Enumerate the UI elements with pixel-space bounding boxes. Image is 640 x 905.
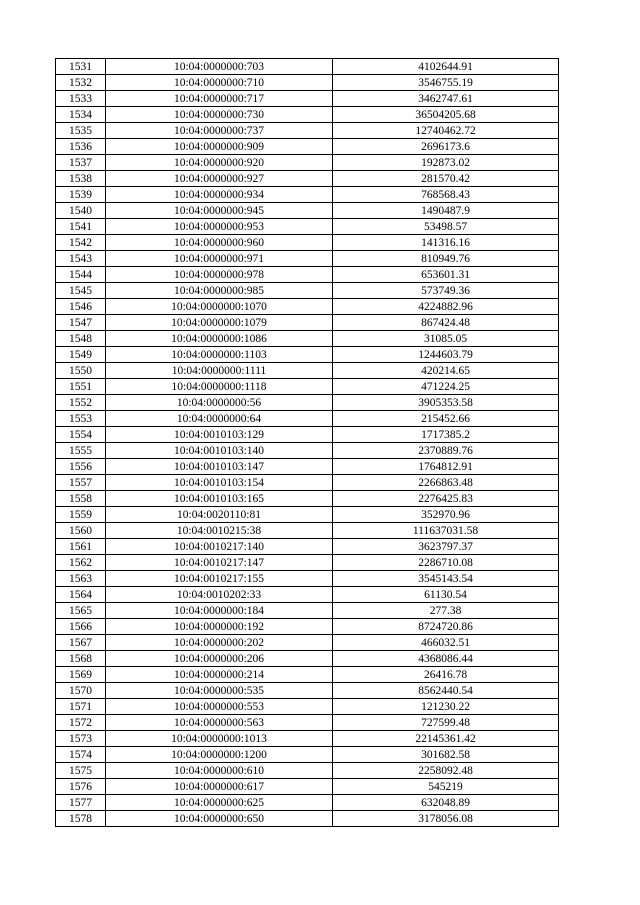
cadastral-number-cell: 10:04:0000000:945: [106, 203, 333, 219]
table-row: [56, 683, 559, 699]
row-number-cell: 1533: [56, 91, 106, 107]
value-cell: 53498.57: [333, 219, 559, 235]
row-number-cell: 1531: [56, 59, 106, 75]
cadastral-number-cell: 10:04:0000000:1079: [106, 315, 333, 331]
row-number-cell: 1552: [56, 395, 106, 411]
row-number-cell: 1557: [56, 475, 106, 491]
table-row: [56, 219, 559, 235]
table-row: [56, 427, 559, 443]
table-row: [56, 715, 559, 731]
cadastral-number-cell: 10:04:0000000:553: [106, 699, 333, 715]
cadastral-number-cell: 10:04:0000000:927: [106, 171, 333, 187]
table-row: [56, 235, 559, 251]
row-number-cell: 1540: [56, 203, 106, 219]
value-cell: 277.38: [333, 603, 559, 619]
cadastral-number-cell: 10:04:0000000:563: [106, 715, 333, 731]
value-cell: 867424.48: [333, 315, 559, 331]
table-row: [56, 347, 559, 363]
value-cell: 4224882.96: [333, 299, 559, 315]
value-cell: 545219: [333, 779, 559, 795]
value-cell: 727599.48: [333, 715, 559, 731]
table-row: [56, 139, 559, 155]
value-cell: 4102644.91: [333, 59, 559, 75]
table-row: [56, 315, 559, 331]
row-number-cell: 1578: [56, 811, 106, 827]
table-row: [56, 763, 559, 779]
cadastral-number-cell: 10:04:0000000:730: [106, 107, 333, 123]
table-row: [56, 459, 559, 475]
cadastral-number-cell: 10:04:0000000:202: [106, 635, 333, 651]
value-cell: 1764812.91: [333, 459, 559, 475]
row-number-cell: 1542: [56, 235, 106, 251]
value-cell: 653601.31: [333, 267, 559, 283]
row-number-cell: 1567: [56, 635, 106, 651]
row-number-cell: 1554: [56, 427, 106, 443]
table-row: [56, 603, 559, 619]
row-number-cell: 1573: [56, 731, 106, 747]
table-row: [56, 491, 559, 507]
table-row: [56, 331, 559, 347]
row-number-cell: 1546: [56, 299, 106, 315]
table-row: [56, 123, 559, 139]
cadastral-number-cell: 10:04:0000000:625: [106, 795, 333, 811]
row-number-cell: 1560: [56, 523, 106, 539]
table-row: [56, 75, 559, 91]
cadastral-number-cell: 10:04:0000000:1118: [106, 379, 333, 395]
row-number-cell: 1544: [56, 267, 106, 283]
cadastral-number-cell: 10:04:0000000:920: [106, 155, 333, 171]
cadastral-number-cell: 10:04:0000000:953: [106, 219, 333, 235]
row-number-cell: 1574: [56, 747, 106, 763]
cadastral-number-cell: 10:04:0000000:737: [106, 123, 333, 139]
row-number-cell: 1553: [56, 411, 106, 427]
cadastral-value-table: [55, 58, 559, 827]
table-row: [56, 635, 559, 651]
row-number-cell: 1577: [56, 795, 106, 811]
table-row: [56, 91, 559, 107]
value-cell: 61130.54: [333, 587, 559, 603]
row-number-cell: 1572: [56, 715, 106, 731]
value-cell: 4368086.44: [333, 651, 559, 667]
value-cell: 192873.02: [333, 155, 559, 171]
table-row: [56, 811, 559, 827]
table-row: [56, 475, 559, 491]
row-number-cell: 1545: [56, 283, 106, 299]
value-cell: 12740462.72: [333, 123, 559, 139]
row-number-cell: 1562: [56, 555, 106, 571]
value-cell: 281570.42: [333, 171, 559, 187]
value-cell: 352970.96: [333, 507, 559, 523]
cadastral-number-cell: 10:04:0000000:985: [106, 283, 333, 299]
value-cell: 141316.16: [333, 235, 559, 251]
cadastral-number-cell: 10:04:0000000:1086: [106, 331, 333, 347]
row-number-cell: 1559: [56, 507, 106, 523]
value-cell: 36504205.68: [333, 107, 559, 123]
cadastral-number-cell: 10:04:0000000:206: [106, 651, 333, 667]
table-row: [56, 667, 559, 683]
table-row: [56, 795, 559, 811]
value-cell: 1244603.79: [333, 347, 559, 363]
value-cell: 3545143.54: [333, 571, 559, 587]
row-number-cell: 1571: [56, 699, 106, 715]
table-row: [56, 571, 559, 587]
value-cell: 26416.78: [333, 667, 559, 683]
table-row: [56, 251, 559, 267]
row-number-cell: 1537: [56, 155, 106, 171]
table-body: [56, 59, 559, 827]
value-cell: 2370889.76: [333, 443, 559, 459]
cadastral-number-cell: 10:04:0000000:214: [106, 667, 333, 683]
cadastral-number-cell: 10:04:0000000:978: [106, 267, 333, 283]
row-number-cell: 1549: [56, 347, 106, 363]
row-number-cell: 1576: [56, 779, 106, 795]
value-cell: 471224.25: [333, 379, 559, 395]
cadastral-number-cell: 10:04:0000000:184: [106, 603, 333, 619]
table-row: [56, 203, 559, 219]
cadastral-number-cell: 10:04:0000000:960: [106, 235, 333, 251]
row-number-cell: 1568: [56, 651, 106, 667]
row-number-cell: 1550: [56, 363, 106, 379]
cadastral-number-cell: 10:04:0000000:971: [106, 251, 333, 267]
table-row: [56, 779, 559, 795]
table-row: [56, 171, 559, 187]
table-row: [56, 619, 559, 635]
cadastral-number-cell: 10:04:0010103:165: [106, 491, 333, 507]
table-row: [56, 587, 559, 603]
row-number-cell: 1570: [56, 683, 106, 699]
row-number-cell: 1532: [56, 75, 106, 91]
table-row: [56, 299, 559, 315]
cadastral-number-cell: 10:04:0000000:1103: [106, 347, 333, 363]
value-cell: 215452.66: [333, 411, 559, 427]
table-row: [56, 411, 559, 427]
cadastral-number-cell: 10:04:0000000:703: [106, 59, 333, 75]
cadastral-number-cell: 10:04:0020110:81: [106, 507, 333, 523]
table-row: [56, 539, 559, 555]
value-cell: 573749.36: [333, 283, 559, 299]
row-number-cell: 1541: [56, 219, 106, 235]
row-number-cell: 1556: [56, 459, 106, 475]
cadastral-number-cell: 10:04:0010215:38: [106, 523, 333, 539]
cadastral-number-cell: 10:04:0000000:717: [106, 91, 333, 107]
value-cell: 1717385.2: [333, 427, 559, 443]
cadastral-number-cell: 10:04:0000000:909: [106, 139, 333, 155]
row-number-cell: 1566: [56, 619, 106, 635]
value-cell: 2286710.08: [333, 555, 559, 571]
table-row: [56, 155, 559, 171]
value-cell: 3546755.19: [333, 75, 559, 91]
cadastral-number-cell: 10:04:0000000:64: [106, 411, 333, 427]
table-row: [56, 747, 559, 763]
cadastral-number-cell: 10:04:0010103:154: [106, 475, 333, 491]
value-cell: 22145361.42: [333, 731, 559, 747]
cadastral-number-cell: 10:04:0010202:33: [106, 587, 333, 603]
value-cell: 8724720.86: [333, 619, 559, 635]
row-number-cell: 1555: [56, 443, 106, 459]
cadastral-number-cell: 10:04:0010217:147: [106, 555, 333, 571]
cadastral-number-cell: 10:04:0000000:650: [106, 811, 333, 827]
value-cell: 2696173.6: [333, 139, 559, 155]
table-row: [56, 651, 559, 667]
cadastral-number-cell: 10:04:0010103:140: [106, 443, 333, 459]
value-cell: 632048.89: [333, 795, 559, 811]
value-cell: 3623797.37: [333, 539, 559, 555]
cadastral-number-cell: 10:04:0000000:710: [106, 75, 333, 91]
cadastral-number-cell: 10:04:0000000:610: [106, 763, 333, 779]
cadastral-number-cell: 10:04:0000000:1200: [106, 747, 333, 763]
table-row: [56, 523, 559, 539]
value-cell: 2266863.48: [333, 475, 559, 491]
value-cell: 301682.58: [333, 747, 559, 763]
value-cell: 768568.43: [333, 187, 559, 203]
value-cell: 3462747.61: [333, 91, 559, 107]
value-cell: 420214.65: [333, 363, 559, 379]
value-cell: 810949.76: [333, 251, 559, 267]
value-cell: 2276425.83: [333, 491, 559, 507]
row-number-cell: 1547: [56, 315, 106, 331]
cadastral-number-cell: 10:04:0000000:192: [106, 619, 333, 635]
row-number-cell: 1575: [56, 763, 106, 779]
value-cell: 3178056.08: [333, 811, 559, 827]
row-number-cell: 1563: [56, 571, 106, 587]
table-row: [56, 107, 559, 123]
table-row: [56, 731, 559, 747]
table-row: [56, 443, 559, 459]
table-row: [56, 699, 559, 715]
row-number-cell: 1539: [56, 187, 106, 203]
table-row: [56, 267, 559, 283]
table-row: [56, 507, 559, 523]
value-cell: 3905353.58: [333, 395, 559, 411]
row-number-cell: 1536: [56, 139, 106, 155]
row-number-cell: 1548: [56, 331, 106, 347]
row-number-cell: 1569: [56, 667, 106, 683]
value-cell: 31085.05: [333, 331, 559, 347]
row-number-cell: 1551: [56, 379, 106, 395]
table-row: [56, 187, 559, 203]
table-row: [56, 379, 559, 395]
value-cell: 111637031.58: [333, 523, 559, 539]
cadastral-number-cell: 10:04:0000000:56: [106, 395, 333, 411]
cadastral-number-cell: 10:04:0010103:147: [106, 459, 333, 475]
cadastral-number-cell: 10:04:0010103:129: [106, 427, 333, 443]
cadastral-number-cell: 10:04:0000000:1013: [106, 731, 333, 747]
row-number-cell: 1558: [56, 491, 106, 507]
row-number-cell: 1538: [56, 171, 106, 187]
cadastral-number-cell: 10:04:0000000:617: [106, 779, 333, 795]
row-number-cell: 1543: [56, 251, 106, 267]
row-number-cell: 1561: [56, 539, 106, 555]
table-row: [56, 283, 559, 299]
table-row: [56, 555, 559, 571]
cadastral-number-cell: 10:04:0000000:1111: [106, 363, 333, 379]
row-number-cell: 1565: [56, 603, 106, 619]
value-cell: 1490487.9: [333, 203, 559, 219]
cadastral-number-cell: 10:04:0000000:1070: [106, 299, 333, 315]
row-number-cell: 1535: [56, 123, 106, 139]
row-number-cell: 1534: [56, 107, 106, 123]
cadastral-number-cell: 10:04:0010217:140: [106, 539, 333, 555]
cadastral-number-cell: 10:04:0010217:155: [106, 571, 333, 587]
row-number-cell: 1564: [56, 587, 106, 603]
table-row: [56, 363, 559, 379]
cadastral-number-cell: 10:04:0000000:934: [106, 187, 333, 203]
value-cell: 8562440.54: [333, 683, 559, 699]
value-cell: 466032.51: [333, 635, 559, 651]
table-row: [56, 395, 559, 411]
table-row: [56, 59, 559, 75]
value-cell: 2258092.48: [333, 763, 559, 779]
value-cell: 121230.22: [333, 699, 559, 715]
cadastral-number-cell: 10:04:0000000:535: [106, 683, 333, 699]
